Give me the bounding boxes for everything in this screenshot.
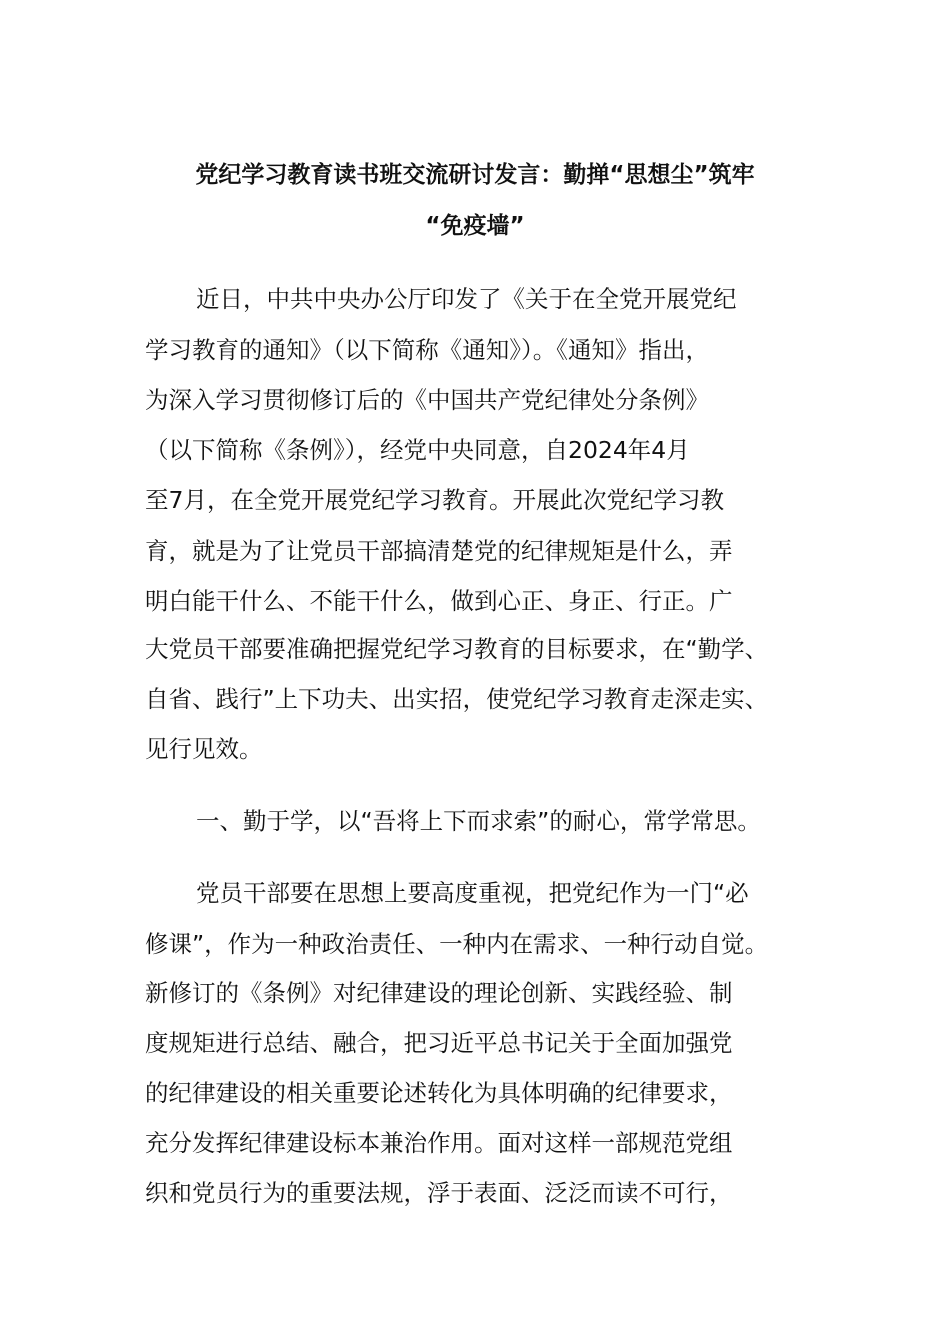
paragraph-1-line: 近日，中共中央办公厅印发了《关于在全党开展党纪 [196, 285, 737, 313]
paragraph-1-line: 见行见效。 [145, 735, 263, 763]
paragraph-2-line: 修课”，作为一种政治责任、一种内在需求、一种行动自觉。 [145, 930, 769, 958]
paragraph-1-line: 明白能干什么、不能干什么，做到心正、身正、行正。广 [145, 587, 733, 615]
paragraph-2-line: 党员干部要在思想上要高度重视，把党纪作为一门“必 [196, 879, 749, 907]
paragraph-2-line: 度规矩进行总结、融合，把习近平总书记关于全面加强党 [145, 1029, 733, 1057]
paragraph-1-line: 至7月，在全党开展党纪学习教育。开展此次党纪学习教 [145, 486, 724, 514]
paragraph-1-line: （以下简称《条例》），经党中央同意，自2024年4月 [145, 436, 690, 464]
document-title-line-1: 党纪学习教育读书班交流研讨发言：勤掸“思想尘”筑牢 [195, 162, 755, 188]
section-heading-1: 一、勤于学，以“吾将上下而求索”的耐心，常学常思。 [196, 807, 761, 835]
paragraph-2-line: 充分发挥纪律建设标本兼治作用。面对这样一部规范党组 [145, 1129, 733, 1157]
paragraph-2-line: 的纪律建设的相关重要论述转化为具体明确的纪律要求， [145, 1079, 733, 1107]
document-title-line-2: “免疫墙” [425, 213, 525, 239]
paragraph-2-line: 织和党员行为的重要法规，浮于表面、泛泛而读不可行， [145, 1179, 733, 1207]
paragraph-1-line: 学习教育的通知》（以下简称《通知》）。《通知》指出， [145, 336, 709, 364]
paragraph-1-line: 为深入学习贯彻修订后的《中国共产党纪律处分条例》 [145, 386, 709, 414]
paragraph-1-line: 大党员干部要准确把握党纪学习教育的目标要求，在“勤学、 [145, 635, 769, 663]
paragraph-2-line: 新修订的《条例》对纪律建设的理论创新、实践经验、制 [145, 979, 733, 1007]
paragraph-1-line: 自省、践行”上下功夫、出实招，使党纪学习教育走深走实、 [145, 685, 769, 713]
paragraph-1-line: 育，就是为了让党员干部搞清楚党的纪律规矩是什么，弄 [145, 537, 733, 565]
